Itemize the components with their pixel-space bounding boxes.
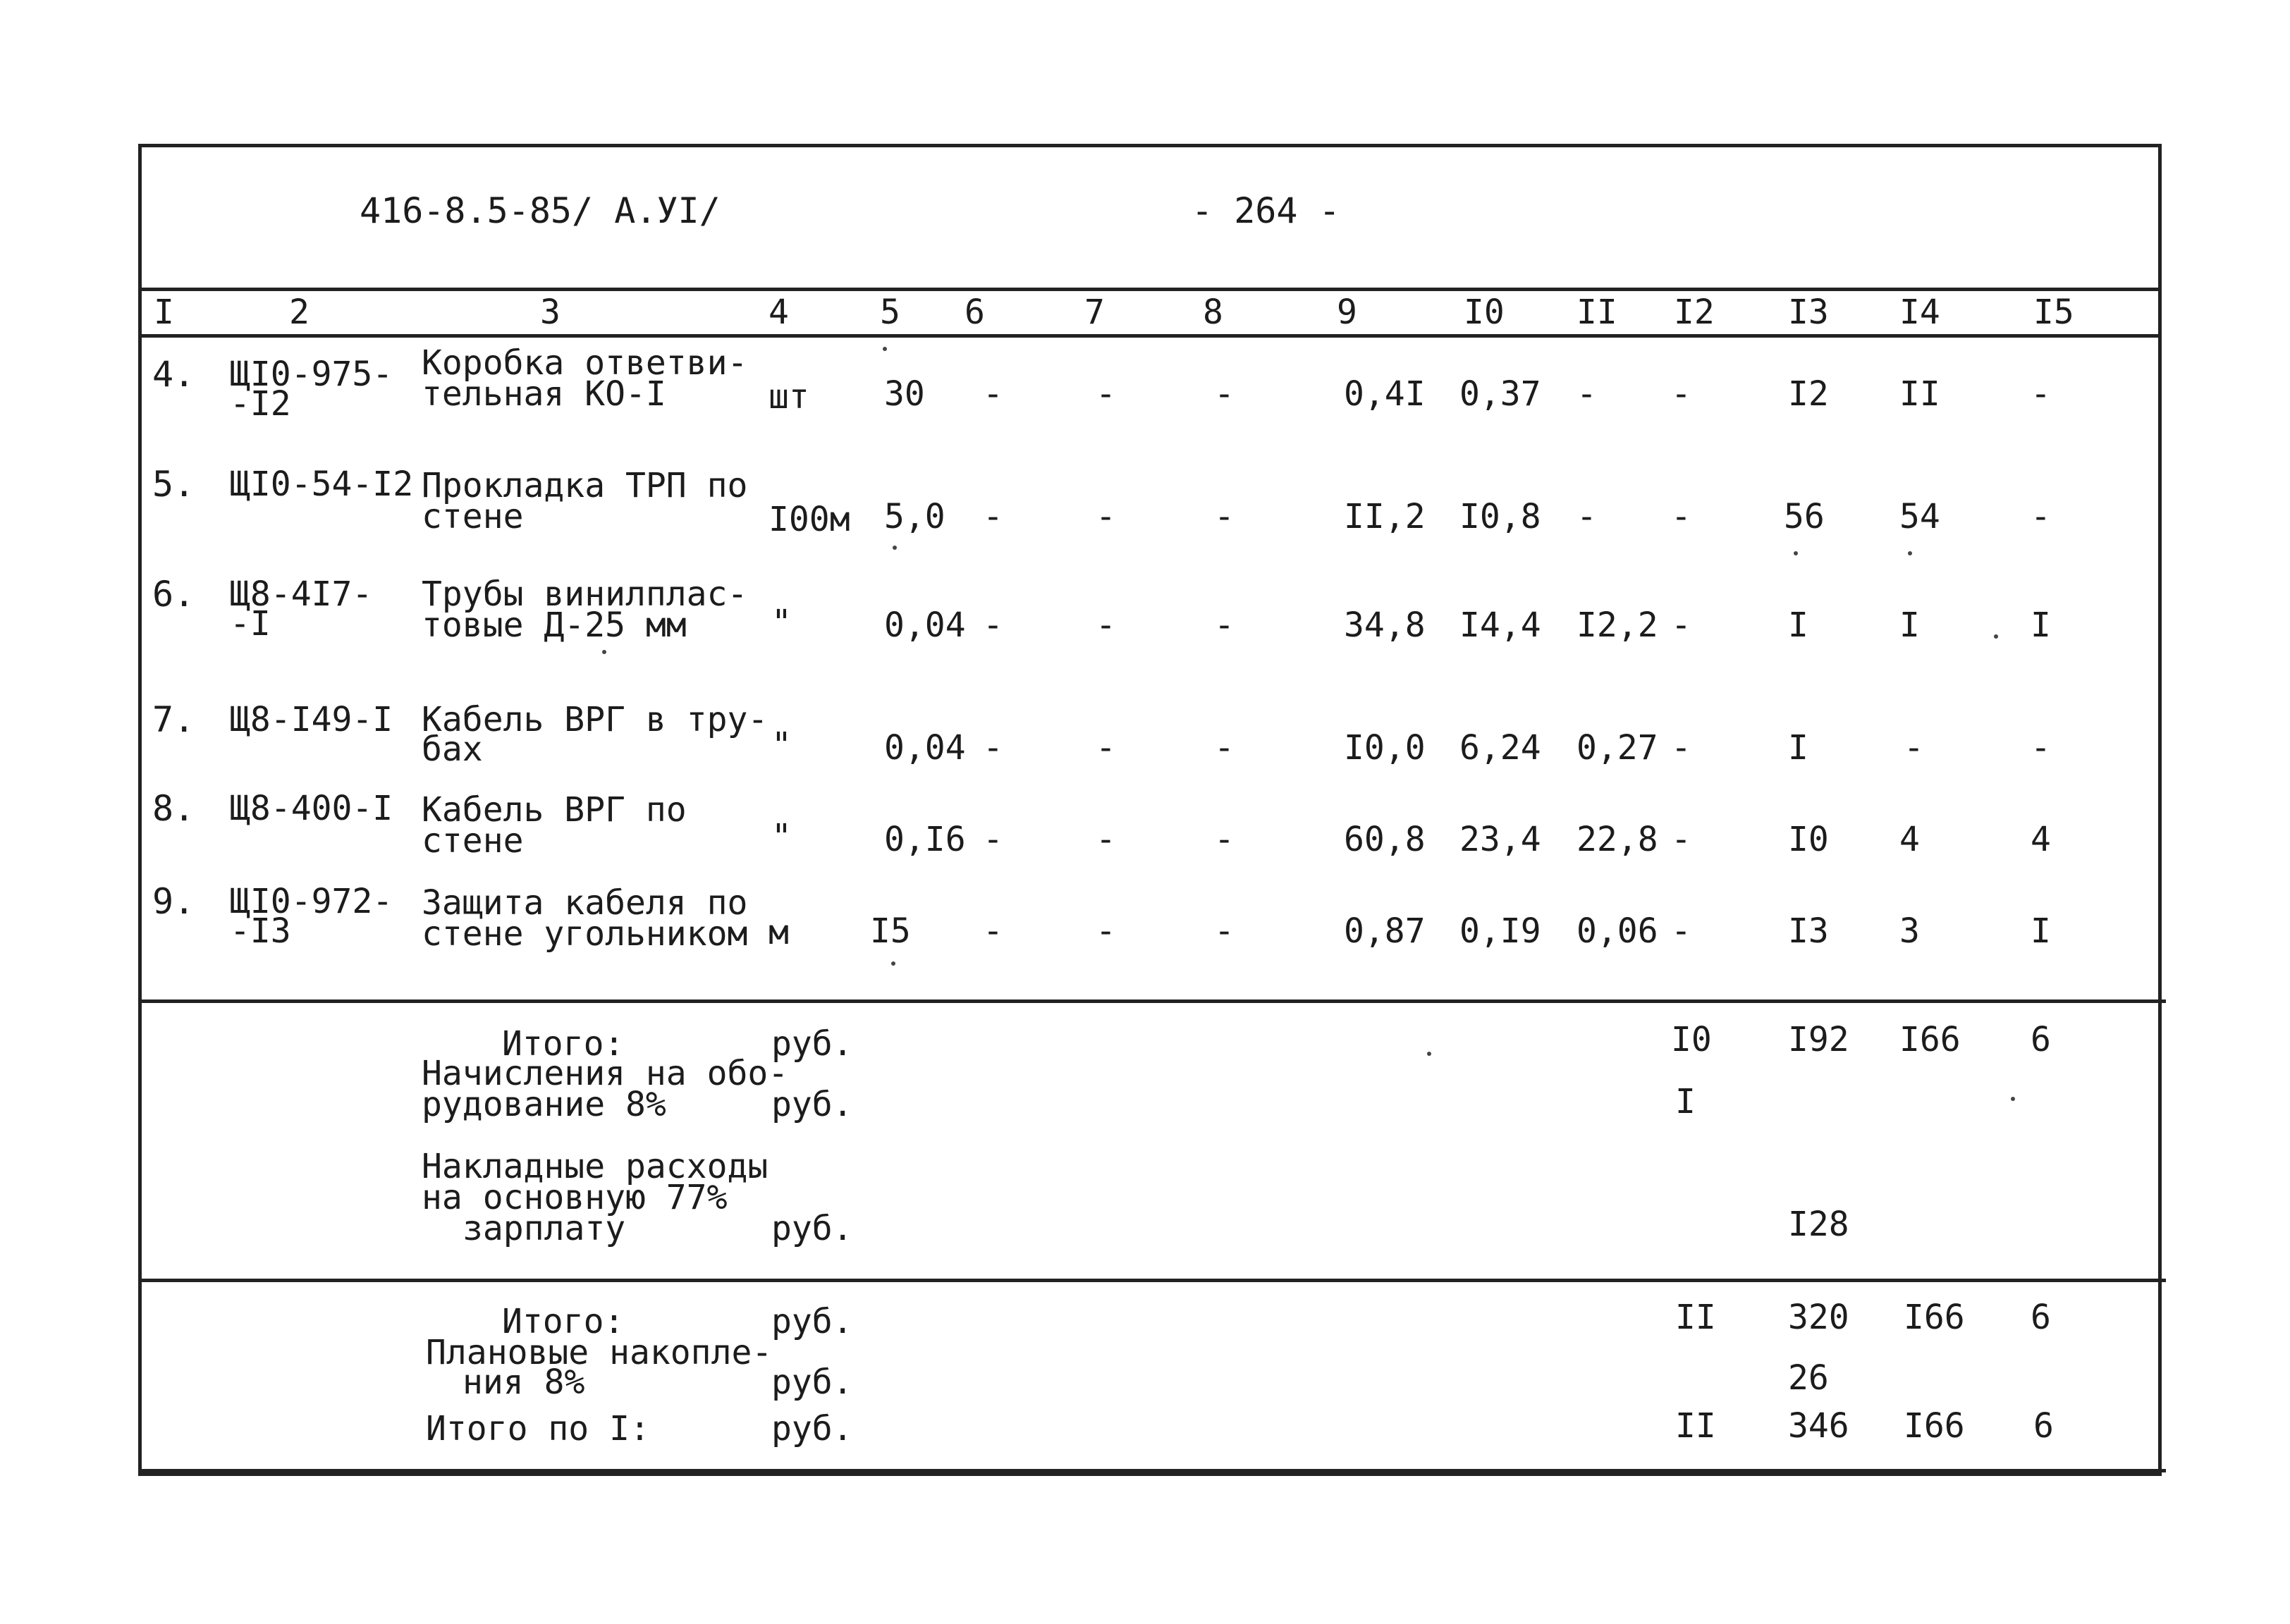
itogo-c15: 6 (2031, 1020, 2051, 1059)
itogo-c14: I66 (1904, 1298, 1965, 1337)
row-code: Щ8-I49-I (230, 700, 393, 739)
itogo-c12: II (1675, 1298, 1716, 1337)
itogo-c13: I92 (1788, 1020, 1849, 1059)
accruals-unit: руб. (771, 1085, 853, 1124)
page-number: - 264 - (1192, 190, 1340, 231)
planned-savings-label: Плановые накопле- (426, 1333, 773, 1372)
cell-c11: - (1576, 374, 1597, 414)
cell-c9: 60,8 (1344, 820, 1426, 859)
cell-c9: 34,8 (1344, 605, 1426, 645)
column-header: II (1576, 293, 1617, 332)
accruals-label: Начисления на обо- (422, 1054, 789, 1093)
cell-c13: I3 (1788, 911, 1829, 951)
cell-c9: II,2 (1344, 497, 1426, 536)
cell-c8: - (1214, 605, 1235, 645)
row-name-cont: бах (422, 730, 483, 769)
cell-c15: - (2031, 374, 2051, 414)
itogo-c15: 6 (2031, 1298, 2051, 1337)
row-number: 9. (152, 881, 195, 922)
cell-c14: II (1899, 374, 1940, 414)
row-name: Защита кабеля по (422, 883, 748, 923)
row-name: Коробка ответви- (422, 343, 748, 383)
cell-c11: I2,2 (1576, 605, 1658, 645)
totals-rule-2 (138, 1279, 2166, 1282)
cell-c6: - (983, 820, 1003, 859)
row-unit: м (769, 913, 789, 952)
cell-c10: 23,4 (1459, 820, 1541, 859)
cell-c12: - (1671, 728, 1691, 768)
row-code: Щ8-400-I (230, 789, 393, 828)
column-header-rule (138, 334, 2162, 338)
scan-speck (1908, 551, 1912, 555)
cell-c13: 56 (1784, 497, 1825, 536)
row-unit: " (771, 603, 792, 642)
row-code: Щ8-4I7- (230, 574, 373, 614)
column-header: 4 (769, 293, 789, 332)
column-header: I0 (1464, 293, 1505, 332)
row-number: 8. (152, 788, 195, 829)
column-header: 3 (540, 293, 561, 332)
cell-c12: - (1671, 374, 1691, 414)
cell-c12: - (1671, 911, 1691, 951)
row-name-cont: стене угольником (422, 914, 748, 954)
column-header: I3 (1788, 293, 1829, 332)
row-name: Кабель ВРГ в тру- (422, 700, 769, 739)
cell-c7: - (1096, 374, 1116, 414)
column-header: I4 (1899, 293, 1940, 332)
cell-c9: 0,87 (1344, 911, 1426, 951)
row-code-cont: -I2 (230, 384, 291, 424)
itogo-unit: руб. (771, 1024, 853, 1064)
scan-speck (1427, 1052, 1431, 1056)
itogo-label: Итого: (502, 1302, 625, 1341)
cell-c11: 0,27 (1576, 728, 1658, 768)
cell-c13: I (1788, 728, 1808, 768)
row-code-cont: -I3 (230, 911, 291, 951)
itogo-c14: I66 (1899, 1020, 1961, 1059)
cell-c6: - (983, 911, 1003, 951)
row-number: 6. (152, 574, 195, 615)
row-number: 7. (152, 699, 195, 740)
cell-c10: 0,37 (1459, 374, 1541, 414)
row-code: ЩI0-975- (230, 355, 393, 394)
column-header: 7 (1084, 293, 1105, 332)
row-code: ЩI0-972- (230, 882, 393, 921)
cell-c11: 0,06 (1576, 911, 1658, 951)
overhead-label: Накладные расходы (422, 1147, 769, 1186)
cell-c6: - (983, 605, 1003, 645)
accruals-c12: I (1675, 1082, 1696, 1121)
row-name-cont: тельная КО-I (422, 374, 666, 414)
row-name-cont: стене (422, 821, 524, 861)
cell-c10: 6,24 (1459, 728, 1541, 768)
cell-c6: - (983, 374, 1003, 414)
cell-c8: - (1214, 911, 1235, 951)
cell-c5: 5,0 (884, 497, 945, 536)
cell-c6: - (983, 728, 1003, 768)
overhead-c13: I28 (1788, 1205, 1849, 1244)
scan-speck (1794, 551, 1798, 555)
cell-c5: 0,I6 (884, 820, 966, 859)
cell-c10: I4,4 (1459, 605, 1541, 645)
final-total-c15: 6 (2033, 1406, 2054, 1446)
column-header: 5 (880, 293, 900, 332)
cell-c7: - (1096, 728, 1116, 768)
final-total-c13: 346 (1788, 1406, 1849, 1446)
planned-savings-unit: руб. (771, 1362, 853, 1402)
row-unit: I00м (769, 500, 850, 539)
cell-c6: - (983, 497, 1003, 536)
row-unit: шт (769, 377, 809, 417)
row-code: ЩI0-54-I2 (230, 465, 414, 504)
column-header: I (154, 293, 174, 332)
cell-c15: I (2031, 911, 2051, 951)
cell-c5: 30 (884, 374, 925, 414)
column-header: 9 (1337, 293, 1357, 332)
row-name: Прокладка ТРП по (422, 466, 748, 505)
column-header: 8 (1203, 293, 1223, 332)
scan-speck (1994, 634, 1998, 639)
cell-c5: 0,04 (884, 605, 966, 645)
scan-speck (602, 650, 606, 654)
document-code: 416-8.5-85/ А.УI/ (360, 190, 721, 231)
column-header: 6 (965, 293, 985, 332)
scan-speck (891, 961, 895, 966)
row-name: Кабель ВРГ по (422, 790, 687, 830)
cell-c7: - (1096, 497, 1116, 536)
row-name-cont: стене (422, 497, 524, 536)
cell-c5: I5 (870, 911, 911, 951)
column-header: 2 (289, 293, 310, 332)
scan-speck (883, 347, 887, 351)
cell-c12: - (1671, 497, 1691, 536)
cell-c14: I (1899, 605, 1920, 645)
cell-c7: - (1096, 820, 1116, 859)
cell-c7: - (1096, 605, 1116, 645)
cell-c14: 4 (1899, 820, 1920, 859)
cell-c12: - (1671, 820, 1691, 859)
final-total-label: Итого по I: (426, 1409, 650, 1448)
cell-c11: - (1576, 497, 1597, 536)
cell-c14: - (1904, 728, 1924, 768)
column-header: I5 (2033, 293, 2074, 332)
cell-c8: - (1214, 497, 1235, 536)
row-unit: " (771, 725, 792, 765)
cell-c10: I0,8 (1459, 497, 1541, 536)
cell-c5: 0,04 (884, 728, 966, 768)
row-number: 4. (152, 354, 195, 395)
row-name-cont: товые Д-25 мм (422, 605, 687, 645)
itogo-label: Итого: (502, 1024, 625, 1064)
cell-c8: - (1214, 374, 1235, 414)
bottom-rule (138, 1469, 2166, 1472)
header-rule (138, 288, 2162, 291)
totals-rule-1 (138, 999, 2166, 1003)
overhead-label-cont: на основную 77% (422, 1178, 728, 1217)
cell-c9: 0,4I (1344, 374, 1426, 414)
final-total-unit: руб. (771, 1409, 853, 1448)
cell-c13: I (1788, 605, 1808, 645)
row-number: 5. (152, 464, 195, 505)
planned-savings-c13: 26 (1788, 1358, 1829, 1398)
cell-c15: 4 (2031, 820, 2051, 859)
cell-c8: - (1214, 820, 1235, 859)
row-code-cont: -I (230, 604, 271, 644)
overhead-label-cont2: зарплату (463, 1209, 626, 1248)
row-name: Трубы винилплас- (422, 574, 748, 614)
column-header: I2 (1674, 293, 1715, 332)
scan-speck (893, 546, 897, 550)
overhead-unit: руб. (771, 1209, 853, 1248)
cell-c13: I2 (1788, 374, 1829, 414)
row-unit: " (771, 817, 792, 856)
cell-c13: I0 (1788, 820, 1829, 859)
final-total-c14: I66 (1904, 1406, 1965, 1446)
cell-c15: - (2031, 728, 2051, 768)
cell-c8: - (1214, 728, 1235, 768)
cell-c10: 0,I9 (1459, 911, 1541, 951)
itogo-c13: 320 (1788, 1298, 1849, 1337)
itogo-unit: руб. (771, 1302, 853, 1341)
cell-c7: - (1096, 911, 1116, 951)
cell-c14: 54 (1899, 497, 1940, 536)
cell-c15: I (2031, 605, 2051, 645)
cell-c12: - (1671, 605, 1691, 645)
planned-savings-label-cont: ния 8% (463, 1362, 585, 1402)
final-total-c12: II (1675, 1406, 1716, 1446)
cell-c15: - (2031, 497, 2051, 536)
cell-c9: I0,0 (1344, 728, 1426, 768)
cell-c14: 3 (1899, 911, 1920, 951)
accruals-label-cont: рудование 8% (422, 1085, 666, 1124)
itogo-c12: I0 (1671, 1020, 1712, 1059)
cell-c11: 22,8 (1576, 820, 1658, 859)
scan-speck (2011, 1097, 2015, 1101)
